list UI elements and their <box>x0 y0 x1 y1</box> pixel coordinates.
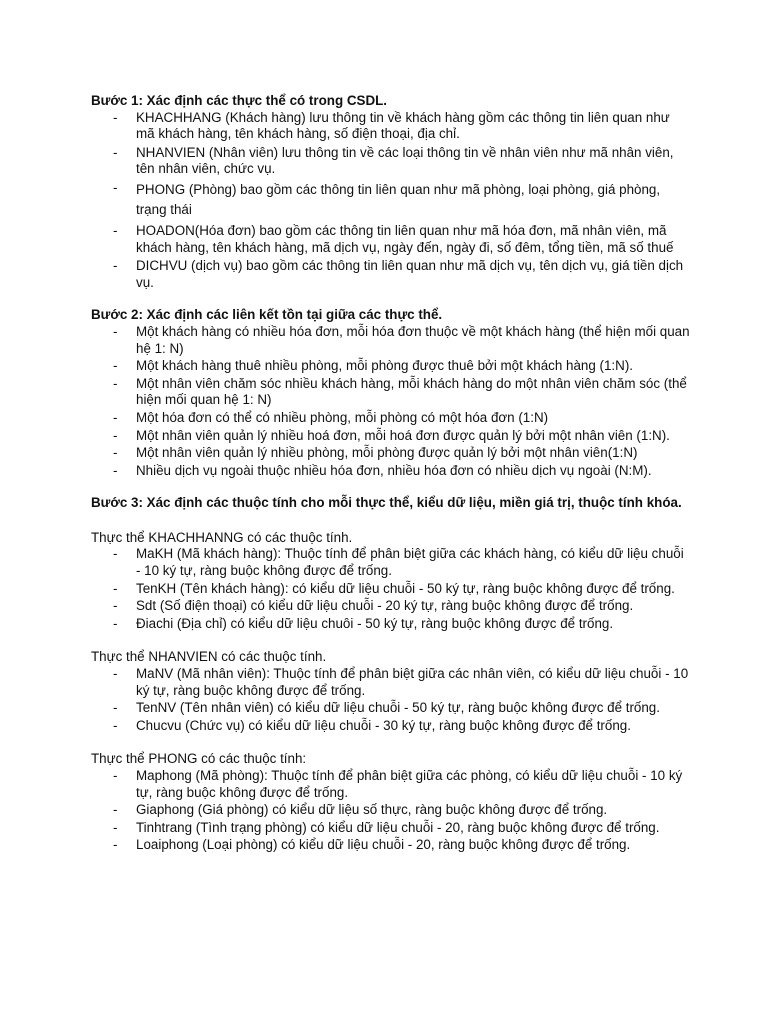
list-item <box>91 820 691 837</box>
step1-heading: Bước 1: Xác định các thực thể có trong CSDL. <box>91 93 388 108</box>
dash-bullet: - <box>113 700 118 716</box>
list-item-text: HOADON(Hóa đơn) bao gồm các thông tin liên quan như mã hóa đơn, mã nhân viên, mã khách hàng, tên khách hàng, mã dịch vụ, ngày đến, ngày đi, số đêm, tổng tiền, mã số thuế <box>136 222 674 255</box>
entity-intro: Thực thể PHONG có các thuộc tính: <box>91 751 307 767</box>
list-item-text: Một nhân viên quản lý nhiều phòng, mỗi phòng được quản lý bởi một nhân viên(1:N) <box>136 445 638 461</box>
list-item <box>91 258 691 291</box>
step3-heading: Bước 3: Xác định các thuộc tính cho mỗi thực thể, kiểu dữ liệu, miền giá trị, thuộc tính khóa. <box>91 495 682 511</box>
list-item <box>91 837 691 854</box>
dash-bullet: - <box>113 109 118 125</box>
entity-intro: Thực thể NHANVIEN có các thuộc tính. <box>91 649 327 665</box>
dash-bullet: - <box>113 222 118 238</box>
list-item-text: Giaphong (Giá phòng) có kiểu dữ liệu số thực, ràng buộc không được để trống. <box>136 802 608 818</box>
dash-bullet: - <box>113 358 118 374</box>
list-item <box>91 358 691 375</box>
dash-bullet: - <box>113 666 118 682</box>
dash-bullet: - <box>113 445 118 461</box>
dash-bullet: - <box>113 427 118 443</box>
list-item-text: Một hóa đơn có thể có nhiều phòng, mỗi phòng có một hóa đơn (1:N) <box>136 409 549 425</box>
list-item <box>91 110 691 143</box>
list-item-text: NHANVIEN (Nhân viên) lưu thông tin về các loại thông tin về nhân viên như mã nhân viên, tên nhân viên, chức vụ. <box>136 144 674 177</box>
dash-bullet: - <box>113 323 118 339</box>
list-item-text: Chucvu (Chức vụ) có kiểu dữ liệu chuỗi - 30 ký tự, ràng buộc không được để trống. <box>136 717 631 733</box>
dash-bullet: - <box>113 462 118 478</box>
dash-bullet: - <box>113 819 118 835</box>
step2-heading: Bước 2: Xác định các liên kết tồn tại giữa các thực thể. <box>91 307 443 323</box>
list-item <box>91 145 691 178</box>
list-item <box>91 700 691 717</box>
entity-intro: Thực thể KHACHHANNG có các thuộc tính. <box>91 529 353 545</box>
list-item-text: KHACHHANG (Khách hàng) lưu thông tin về khách hàng gồm các thông tin liên quan như mã khách hàng, tên khách hàng, số điện thoại, địa chỉ. <box>136 109 670 142</box>
entity-attribute-list <box>91 666 691 734</box>
dash-bullet: - <box>113 768 118 783</box>
dash-bullet: - <box>113 258 118 274</box>
step2-list <box>91 324 691 479</box>
list-item <box>91 666 691 699</box>
list-item <box>91 546 691 579</box>
dash-bullet: - <box>113 179 118 195</box>
list-item-text: Một nhân viên chăm sóc nhiều khách hàng, mỗi khách hàng do một nhân viên chăm sóc (thể hiện mối quan hệ 1: N) <box>136 375 687 408</box>
list-item <box>91 616 691 633</box>
dash-bullet: - <box>113 717 118 733</box>
list-item <box>91 376 691 409</box>
list-item-text: DICHVU (dịch vụ) bao gồm các thông tin liên quan như mã dịch vụ, tên dịch vụ, giá tiền dịch vụ. <box>136 258 684 290</box>
step2-section <box>91 307 691 479</box>
step3-section <box>91 495 691 512</box>
list-item-text: Loaiphong (Loại phòng) có kiểu dữ liệu chuỗi - 20, ràng buộc không được để trống. <box>136 837 631 853</box>
document-page <box>91 93 691 871</box>
list-item <box>91 463 691 480</box>
entity-attribute-list <box>91 546 691 632</box>
dash-bullet: - <box>113 598 118 614</box>
list-item-text: MaNV (Mã nhân viên): Thuộc tính để phân biệt giữa các nhân viên, có kiểu dữ liệu chuỗi - 10 ký tự, ràng buộc không được để trống. <box>136 666 689 698</box>
dash-bullet: - <box>113 615 118 631</box>
list-item-text: MaKH (Mã khách hàng): Thuộc tính để phân biệt giữa các khách hàng, có kiểu dữ liệu chuỗi - 10 ký tự, ràng buộc không được để trống. <box>136 546 684 579</box>
list-item <box>91 445 691 462</box>
list-item <box>91 180 691 220</box>
list-item-text: Một khách hàng thuê nhiều phòng, mỗi phòng được thuê bởi một khách hàng (1:N). <box>136 358 633 374</box>
list-item-text: PHONG (Phòng) bao gồm các thông tin liên quan như mã phòng, loại phòng, giá phòng, trạng thái <box>136 181 661 217</box>
list-item <box>91 802 691 819</box>
entity-khachhang-section <box>91 530 691 633</box>
list-item-text: Một nhân viên quản lý nhiều hoá đơn, mỗi hoá đơn được quản lý bởi một nhân viên (1:N). <box>136 427 670 443</box>
list-item <box>91 410 691 427</box>
dash-bullet: - <box>113 802 118 818</box>
list-item-text: Nhiều dịch vụ ngoài thuộc nhiều hóa đơn, nhiều hóa đơn có nhiều dịch vụ ngoài (N:M). <box>136 462 652 478</box>
list-item-text: TenNV (Tên nhân viên) có kiểu dữ liệu chuỗi - 50 ký tự, ràng buộc không được để trống. <box>136 700 660 716</box>
entity-nhanvien-section <box>91 649 691 734</box>
dash-bullet: - <box>113 546 118 562</box>
list-item <box>91 718 691 735</box>
dash-bullet: - <box>113 580 118 596</box>
list-item <box>91 581 691 598</box>
list-item-text: Một khách hàng có nhiều hóa đơn, mỗi hóa đơn thuộc về một khách hàng (thể hiện mối quan hệ 1: N) <box>136 323 690 356</box>
list-item-text: Điachi (Địa chỉ) có kiểu dữ liệu chuôi - 50 ký tự, ràng buộc không được để trống. <box>136 615 614 631</box>
list-item <box>91 324 691 357</box>
list-item-text: Tinhtrang (Tình trạng phòng) có kiểu dữ liệu chuỗi - 20, ràng buộc không được để trống. <box>136 819 660 835</box>
list-item <box>91 768 691 801</box>
dash-bullet: - <box>113 144 118 160</box>
list-item-text: Maphong (Mã phòng): Thuộc tính để phân biệt giữa các phòng, có kiểu dữ liệu chuỗi - 10 ký tự, ràng buộc không được để trống. <box>136 768 683 800</box>
step1-list <box>91 110 691 292</box>
dash-bullet: - <box>113 837 118 853</box>
list-item <box>91 428 691 445</box>
entity-phong-section <box>91 751 691 854</box>
step1-section <box>91 93 691 291</box>
entity-attribute-list <box>91 768 691 854</box>
list-item <box>91 223 691 256</box>
list-item-text: Sdt (Số điện thoại) có kiểu dữ liệu chuỗi - 20 ký tự, ràng buộc không được để trống. <box>136 598 634 614</box>
dash-bullet: - <box>113 375 118 391</box>
list-item-text: TenKH (Tên khách hàng): có kiểu dữ liệu chuỗi - 50 ký tự, ràng buộc không được để trống. <box>136 580 675 596</box>
dash-bullet: - <box>113 409 118 425</box>
list-item <box>91 598 691 615</box>
